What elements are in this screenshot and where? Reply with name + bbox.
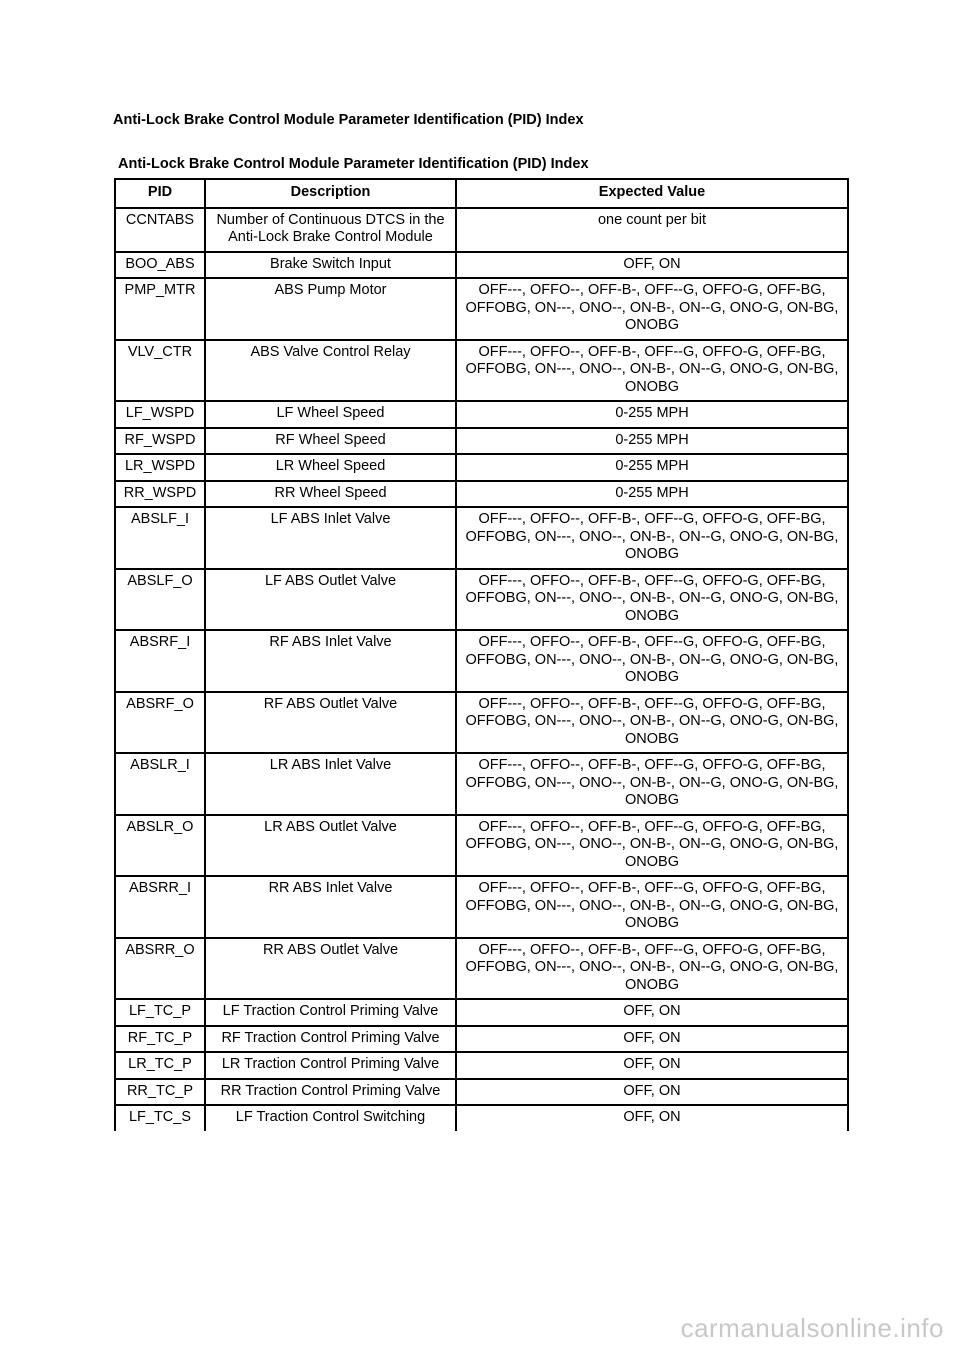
table-row	[115, 630, 848, 692]
description-cell: RF ABS Inlet Valve	[205, 630, 456, 692]
expected-value-cell: OFF, ON	[456, 252, 848, 279]
pid-cell: ABSLR_O	[115, 815, 205, 877]
pid-cell: ABSRF_I	[115, 630, 205, 692]
description-cell: LF Traction Control Priming Valve	[205, 999, 456, 1026]
description-cell: RF Wheel Speed	[205, 428, 456, 455]
expected-value-cell: OFF---, OFFO--, OFF-B-, OFF--G, OFFO-G, OFF-BG, OFFOBG, ON---, ONO--, ON-B-, ON--G, ONO-G, ON-BG, ONOBG	[456, 753, 848, 815]
pid-cell: RR_TC_P	[115, 1079, 205, 1106]
description-cell: RR Wheel Speed	[205, 481, 456, 508]
watermark: carmanualsonline.info	[680, 1313, 944, 1343]
pid-cell: ABSLF_O	[115, 569, 205, 631]
pid-cell: ABSLF_I	[115, 507, 205, 569]
table-header-row	[115, 179, 848, 208]
pid-cell: LF_TC_P	[115, 999, 205, 1026]
pid-cell: ABSRF_O	[115, 692, 205, 754]
expected-value-cell: OFF---, OFFO--, OFF-B-, OFF--G, OFFO-G, OFF-BG, OFFOBG, ON---, ONO--, ON-B-, ON--G, ONO-G, ON-BG, ONOBG	[456, 569, 848, 631]
pid-cell: LR_TC_P	[115, 1052, 205, 1079]
pid-cell: PMP_MTR	[115, 278, 205, 340]
table-row	[115, 1105, 848, 1131]
expected-value-cell: OFF, ON	[456, 1079, 848, 1106]
description-cell: RR Traction Control Priming Valve	[205, 1079, 456, 1106]
expected-value-cell: 0-255 MPH	[456, 454, 848, 481]
table-row	[115, 569, 848, 631]
expected-value-cell: OFF, ON	[456, 1052, 848, 1079]
table-row	[115, 340, 848, 402]
table-row	[115, 278, 848, 340]
description-cell: Number of Continuous DTCS in the Anti-Lock Brake Control Module	[205, 208, 456, 252]
expected-value-cell: OFF---, OFFO--, OFF-B-, OFF--G, OFFO-G, OFF-BG, OFFOBG, ON---, ONO--, ON-B-, ON--G, ONO-G, ON-BG, ONOBG	[456, 815, 848, 877]
table-row	[115, 454, 848, 481]
description-cell: LF ABS Inlet Valve	[205, 507, 456, 569]
table-row	[115, 481, 848, 508]
pid-cell: ABSRR_I	[115, 876, 205, 938]
description-cell: ABS Pump Motor	[205, 278, 456, 340]
pid-cell: RF_WSPD	[115, 428, 205, 455]
table-row	[115, 999, 848, 1026]
expected-value-cell: OFF, ON	[456, 1105, 848, 1131]
description-cell: LR ABS Outlet Valve	[205, 815, 456, 877]
description-cell: LF Traction Control Switching	[205, 1105, 456, 1131]
pid-table	[114, 178, 847, 1131]
expected-value-cell: 0-255 MPH	[456, 428, 848, 455]
table-row	[115, 938, 848, 1000]
description-cell: RF ABS Outlet Valve	[205, 692, 456, 754]
description-cell: RF Traction Control Priming Valve	[205, 1026, 456, 1053]
table-row	[115, 1079, 848, 1106]
expected-value-cell: OFF---, OFFO--, OFF-B-, OFF--G, OFFO-G, OFF-BG, OFFOBG, ON---, ONO--, ON-B-, ON--G, ONO-G, ON-BG, ONOBG	[456, 630, 848, 692]
header-description: Description	[205, 179, 456, 208]
description-cell: RR ABS Outlet Valve	[205, 938, 456, 1000]
table-row	[115, 252, 848, 279]
expected-value-cell: OFF, ON	[456, 999, 848, 1026]
pid-cell: RF_TC_P	[115, 1026, 205, 1053]
description-cell: RR ABS Inlet Valve	[205, 876, 456, 938]
expected-value-cell: one count per bit	[456, 208, 848, 252]
pid-cell: LF_TC_S	[115, 1105, 205, 1131]
expected-value-cell: OFF---, OFFO--, OFF-B-, OFF--G, OFFO-G, OFF-BG, OFFOBG, ON---, ONO--, ON-B-, ON--G, ONO-G, ON-BG, ONOBG	[456, 876, 848, 938]
expected-value-cell: 0-255 MPH	[456, 481, 848, 508]
pid-cell: ABSLR_I	[115, 753, 205, 815]
table-row	[115, 208, 848, 252]
table-row	[115, 428, 848, 455]
expected-value-cell: 0-255 MPH	[456, 401, 848, 428]
pid-cell: VLV_CTR	[115, 340, 205, 402]
page-heading: Anti-Lock Brake Control Module Parameter Identification (PID) Index	[113, 112, 584, 128]
description-cell: ABS Valve Control Relay	[205, 340, 456, 402]
pid-cell: CCNTABS	[115, 208, 205, 252]
header-expected-value: Expected Value	[456, 179, 848, 208]
description-cell: LR Wheel Speed	[205, 454, 456, 481]
description-cell: LF ABS Outlet Valve	[205, 569, 456, 631]
pid-cell: LF_WSPD	[115, 401, 205, 428]
pid-cell: RR_WSPD	[115, 481, 205, 508]
table-row	[115, 753, 848, 815]
expected-value-cell: OFF---, OFFO--, OFF-B-, OFF--G, OFFO-G, OFF-BG, OFFOBG, ON---, ONO--, ON-B-, ON--G, ONO-G, ON-BG, ONOBG	[456, 507, 848, 569]
table-row	[115, 692, 848, 754]
description-cell: LF Wheel Speed	[205, 401, 456, 428]
table-row	[115, 876, 848, 938]
expected-value-cell: OFF---, OFFO--, OFF-B-, OFF--G, OFFO-G, OFF-BG, OFFOBG, ON---, ONO--, ON-B-, ON--G, ONO-G, ON-BG, ONOBG	[456, 938, 848, 1000]
table-row	[115, 1026, 848, 1053]
expected-value-cell: OFF---, OFFO--, OFF-B-, OFF--G, OFFO-G, OFF-BG, OFFOBG, ON---, ONO--, ON-B-, ON--G, ONO-G, ON-BG, ONOBG	[456, 278, 848, 340]
pid-cell: BOO_ABS	[115, 252, 205, 279]
pid-cell: ABSRR_O	[115, 938, 205, 1000]
expected-value-cell: OFF, ON	[456, 1026, 848, 1053]
header-pid: PID	[115, 179, 205, 208]
description-cell: LR ABS Inlet Valve	[205, 753, 456, 815]
table-row	[115, 815, 848, 877]
pid-cell: LR_WSPD	[115, 454, 205, 481]
description-cell: LR Traction Control Priming Valve	[205, 1052, 456, 1079]
description-cell: Brake Switch Input	[205, 252, 456, 279]
table-row	[115, 401, 848, 428]
table-row	[115, 507, 848, 569]
expected-value-cell: OFF---, OFFO--, OFF-B-, OFF--G, OFFO-G, OFF-BG, OFFOBG, ON---, ONO--, ON-B-, ON--G, ONO-G, ON-BG, ONOBG	[456, 692, 848, 754]
table-row	[115, 1052, 848, 1079]
expected-value-cell: OFF---, OFFO--, OFF-B-, OFF--G, OFFO-G, OFF-BG, OFFOBG, ON---, ONO--, ON-B-, ON--G, ONO-G, ON-BG, ONOBG	[456, 340, 848, 402]
table-caption: Anti-Lock Brake Control Module Parameter Identification (PID) Index	[118, 156, 589, 172]
